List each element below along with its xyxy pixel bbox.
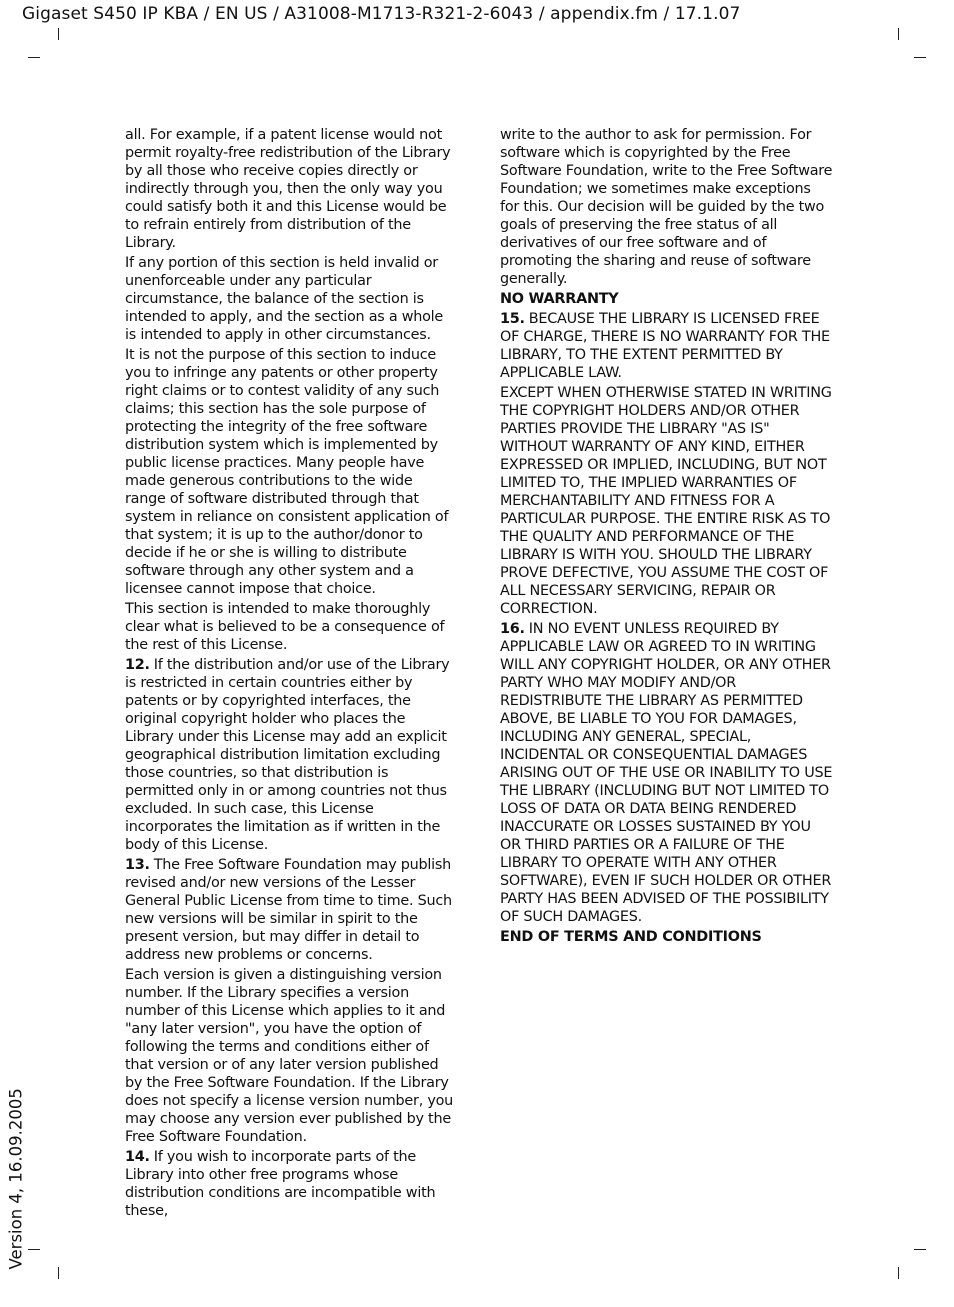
paragraph: [125, 346, 457, 598]
paragraph: [125, 254, 457, 344]
paragraph: [125, 856, 457, 964]
paragraph-text: all. For example, if a patent license would not permit royalty-free redistribution of the Library by all those who receive copies directly or indirectly through you, then the only way you could satisfy both it and this License would be to refrain entirely from distribution of the Library.: [125, 127, 451, 251]
crop-mark-top-right-vertical: [898, 28, 899, 40]
document-header: Gigaset S450 IP KBA / EN US / A31008-M1713-R321-2-6043 / appendix.fm / 17.1.07: [22, 4, 741, 24]
paragraph-text: EXCEPT WHEN OTHERWISE STATED IN WRITING THE COPYRIGHT HOLDERS AND/OR OTHER PARTIES PROVIDE THE LIBRARY "AS IS" WITHOUT WARRANTY OF ANY KIND, EITHER EXPRESSED OR IMPLIED, INCLUDING, BUT NOT LIMITED TO, THE IMPLIED WARRANTIES OF MERCHANTABILITY AND FITNESS FOR A PARTICULAR PURPOSE. THE ENTIRE RISK AS TO THE QUALITY AND PERFORMANCE OF THE LIBRARY IS WITH YOU. SHOULD THE LIBRARY PROVE DEFECTIVE, YOU ASSUME THE COST OF ALL NECESSARY SERVICING, REPAIR OR CORRECTION.: [500, 385, 832, 617]
section-heading-end-of-terms: END OF TERMS AND CONDITIONS: [500, 929, 762, 945]
paragraph-text: It is not the purpose of this section to induce you to infringe any patents or other property right claims or to contest validity of any such claims; this section has the sole purpose of protecting the integrity of the free software distribution system which is implemented by public license practices. Many people have made generous contributions to the wide range of software distributed through that system in reliance on consistent application of that system; it is up to the author/donor to decide if he or she is willing to distribute software through any other system and a licensee cannot impose that choice.: [125, 347, 449, 597]
paragraph-text: BECAUSE THE LIBRARY IS LICENSED FREE OF CHARGE, THERE IS NO WARRANTY FOR THE LIBRARY, TO THE EXTENT PERMITTED BY APPLICABLE LAW.: [500, 311, 830, 381]
section-number: 16.: [500, 621, 525, 637]
paragraph-text: IN NO EVENT UNLESS REQUIRED BY APPLICABLE LAW OR AGREED TO IN WRITING WILL ANY COPYRIGHT HOLDER, OR ANY OTHER PARTY WHO MAY MODIFY AND/OR REDISTRIBUTE THE LIBRARY AS PERMITTED ABOVE, BE LIABLE TO YOU FOR DAMAGES, INCLUDING ANY GENERAL, SPECIAL, INCIDENTAL OR CONSEQUENTIAL DAMAGES ARISING OUT OF THE USE OR INABILITY TO USE THE LIBRARY (INCLUDING BUT NOT LIMITED TO LOSS OF DATA OR DATA BEING RENDERED INACCURATE OR LOSSES SUSTAINED BY YOU OR THIRD PARTIES OR A FAILURE OF THE LIBRARY TO OPERATE WITH ANY OTHER SOFTWARE), EVEN IF SUCH HOLDER OR OTHER PARTY HAS BEEN ADVISED OF THE POSSIBILITY OF SUCH DAMAGES.: [500, 621, 833, 925]
paragraph: [125, 966, 457, 1146]
paragraph-text: If any portion of this section is held invalid or unenforceable under any particular circumstance, the balance of the section is intended to apply, and the section as a whole is intended to apply in other circumstances.: [125, 255, 444, 343]
right-text-column: [500, 126, 833, 948]
paragraph-text: Each version is given a distinguishing version number. If the Library specifies a version number of this License which applies to it and "any later version", you have the option of following the terms and conditions either of that version or of any later version published by the Free Software Foundation. If the Library does not specify a license version number, you may choose any version ever published by the Free Software Foundation.: [125, 967, 454, 1145]
paragraph: [125, 656, 457, 854]
paragraph: [125, 1148, 457, 1220]
crop-mark-bottom-right-horizontal: [914, 1249, 926, 1250]
version-label: Version 4, 16.09.2005: [6, 1088, 26, 1270]
paragraph-text: write to the author to ask for permission. For software which is copyrighted by the Free Software Foundation, write to the Free Software Foundation; we sometimes make exceptions for this. Our decision will be guided by the two goals of preserving the free status of all derivatives of our free software and of promoting the sharing and reuse of software generally.: [500, 127, 833, 287]
paragraph-text: If the distribution and/or use of the Library is restricted in certain countries either by patents or by copyrighted interfaces, the original copyright holder who places the Library under this License may add an explicit geographical distribution limitation excluding those countries, so that distribution is permitted only in or among countries not thus excluded. In such case, this License incorporates the limitation as if written in the body of this License.: [125, 657, 450, 853]
section-number: 14.: [125, 1149, 150, 1165]
crop-mark-top-left-horizontal: [28, 57, 40, 58]
section-number: 15.: [500, 311, 525, 327]
paragraph: [500, 384, 833, 618]
paragraph: [500, 620, 833, 926]
crop-mark-bottom-left-vertical: [58, 1267, 59, 1279]
section-number: 13.: [125, 857, 150, 873]
section-number: 12.: [125, 657, 150, 673]
paragraph-text: This section is intended to make thoroughly clear what is believed to be a consequence of the rest of this License.: [125, 601, 445, 653]
section-heading-no-warranty: NO WARRANTY: [500, 291, 619, 307]
crop-mark-bottom-left-horizontal: [28, 1249, 40, 1250]
paragraph-text: If you wish to incorporate parts of the Library into other free programs whose distribution conditions are incompatible with these,: [125, 1149, 436, 1219]
crop-mark-top-left-vertical: [58, 28, 59, 40]
paragraph: [125, 126, 457, 252]
crop-mark-top-right-horizontal: [914, 57, 926, 58]
paragraph: [125, 600, 457, 654]
crop-mark-bottom-right-vertical: [898, 1267, 899, 1279]
left-text-column: [125, 126, 457, 1222]
paragraph: [500, 310, 833, 382]
paragraph-text: The Free Software Foundation may publish revised and/or new versions of the Lesser General Public License from time to time. Such new versions will be similar in spirit to the present version, but may differ in detail to address new problems or concerns.: [125, 857, 452, 963]
paragraph: [500, 126, 833, 288]
